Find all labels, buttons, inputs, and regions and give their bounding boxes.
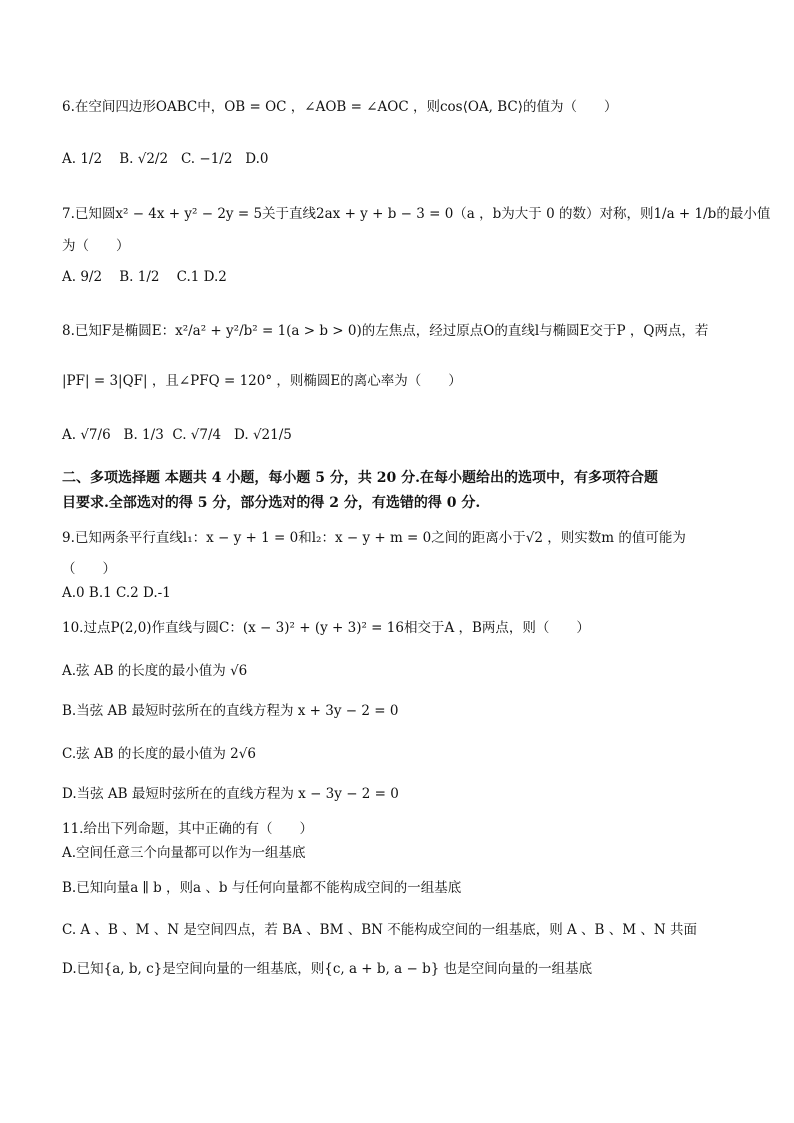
q11-option-c: C. A 、B 、M 、N 是空间四点，若 BA 、BM 、BN 不能构成空间的一组基底，则 A 、B 、M 、N 共面 (62, 922, 697, 938)
q10-option-d: D.当弦 AB 最短时弦所在的直线方程为 x − 3y − 2 = 0 (62, 786, 399, 802)
q6-option-a: A. 1/2 (62, 151, 103, 167)
q9-options: A.0 B.1 C.2 D.-1 (62, 585, 171, 601)
q9-stem-line2: （ ） (62, 561, 116, 577)
q10-option-c: C.弦 AB 的长度的最小值为 2√6 (62, 746, 256, 762)
q7-stem-line2: 为（ ） (62, 238, 130, 254)
q6-option-b: B. √2/2 (119, 151, 169, 167)
q6-option-d: D.0 (245, 151, 269, 167)
q8-stem-line1: 8.已知F是椭圆E：x²/a² + y²/b² = 1(a > b > 0)的左焦点，经过原点O的直线l与椭圆E交于P ，Q两点，若 (62, 323, 709, 339)
section2-heading-line2: 目要求.全部选对的得 5 分，部分选对的得 2 分，有选错的得 0 分. (62, 495, 481, 511)
q8-stem-line2: |PF| = 3|QF| ，且∠PFQ = 120° ，则椭圆E的离心率为（ ） (62, 373, 462, 389)
q7-option-cd: C.1 D.2 (176, 269, 227, 285)
q10-stem: 10.过点P(2,0)作直线与圆C：(x − 3)² + (y + 3)² = 16相交于A ，B两点，则（ ） (62, 620, 590, 636)
q6-options (62, 148, 269, 182)
q11-stem: 11.给出下列命题，其中正确的有（ ） (62, 821, 313, 837)
q7-options (62, 266, 227, 288)
q8-option-a: A. √7/6 (62, 427, 111, 443)
q8-option-d: D. √21/5 (234, 427, 292, 443)
q7-option-b: B. 1/2 (119, 269, 160, 285)
q8-option-b: B. 1/3 (123, 427, 164, 443)
section2-heading-line1: 二、多项选择题 本题共 4 小题，每小题 5 分，共 20 分.在每小题给出的选项中，有多项符合题 (62, 470, 658, 486)
q10-option-a: A.弦 AB 的长度的最小值为 √6 (62, 663, 248, 679)
q8-option-c: C. √7/4 (172, 427, 222, 443)
q7-option-a: A. 9/2 (62, 269, 103, 285)
q7-stem-line1: 7.已知圆x² − 4x + y² − 2y = 5关于直线2ax + y + b − 3 = 0（a ，b为大于 0 的数）对称，则1/a + 1/b的最小值 (62, 206, 771, 222)
q11-option-a: A.空间任意三个向量都可以作为一组基底 (62, 845, 306, 861)
q11-option-d: D.已知{a, b, c}是空间向量的一组基底，则{c, a + b, a − b} 也是空间向量的一组基底 (62, 961, 593, 977)
q11-option-b: B.已知向量a ∥ b ，则a 、b 与任何向量都不能构成空间的一组基底 (62, 880, 462, 896)
q9-stem-line1: 9.已知两条平行直线l₁：x − y + 1 = 0和l₂：x − y + m = 0之间的距离小于√2 ，则实数m 的值可能为 (62, 530, 686, 546)
q6-option-c: C. −1/2 (180, 151, 233, 167)
q6-stem: 6.在空间四边形OABC中，OB = OC ，∠AOB = ∠AOC ，则cos⟨OA, BC⟩的值为（ ） (62, 99, 618, 115)
q8-options (62, 424, 292, 446)
q10-option-b: B.当弦 AB 最短时弦所在的直线方程为 x + 3y − 2 = 0 (62, 703, 399, 719)
